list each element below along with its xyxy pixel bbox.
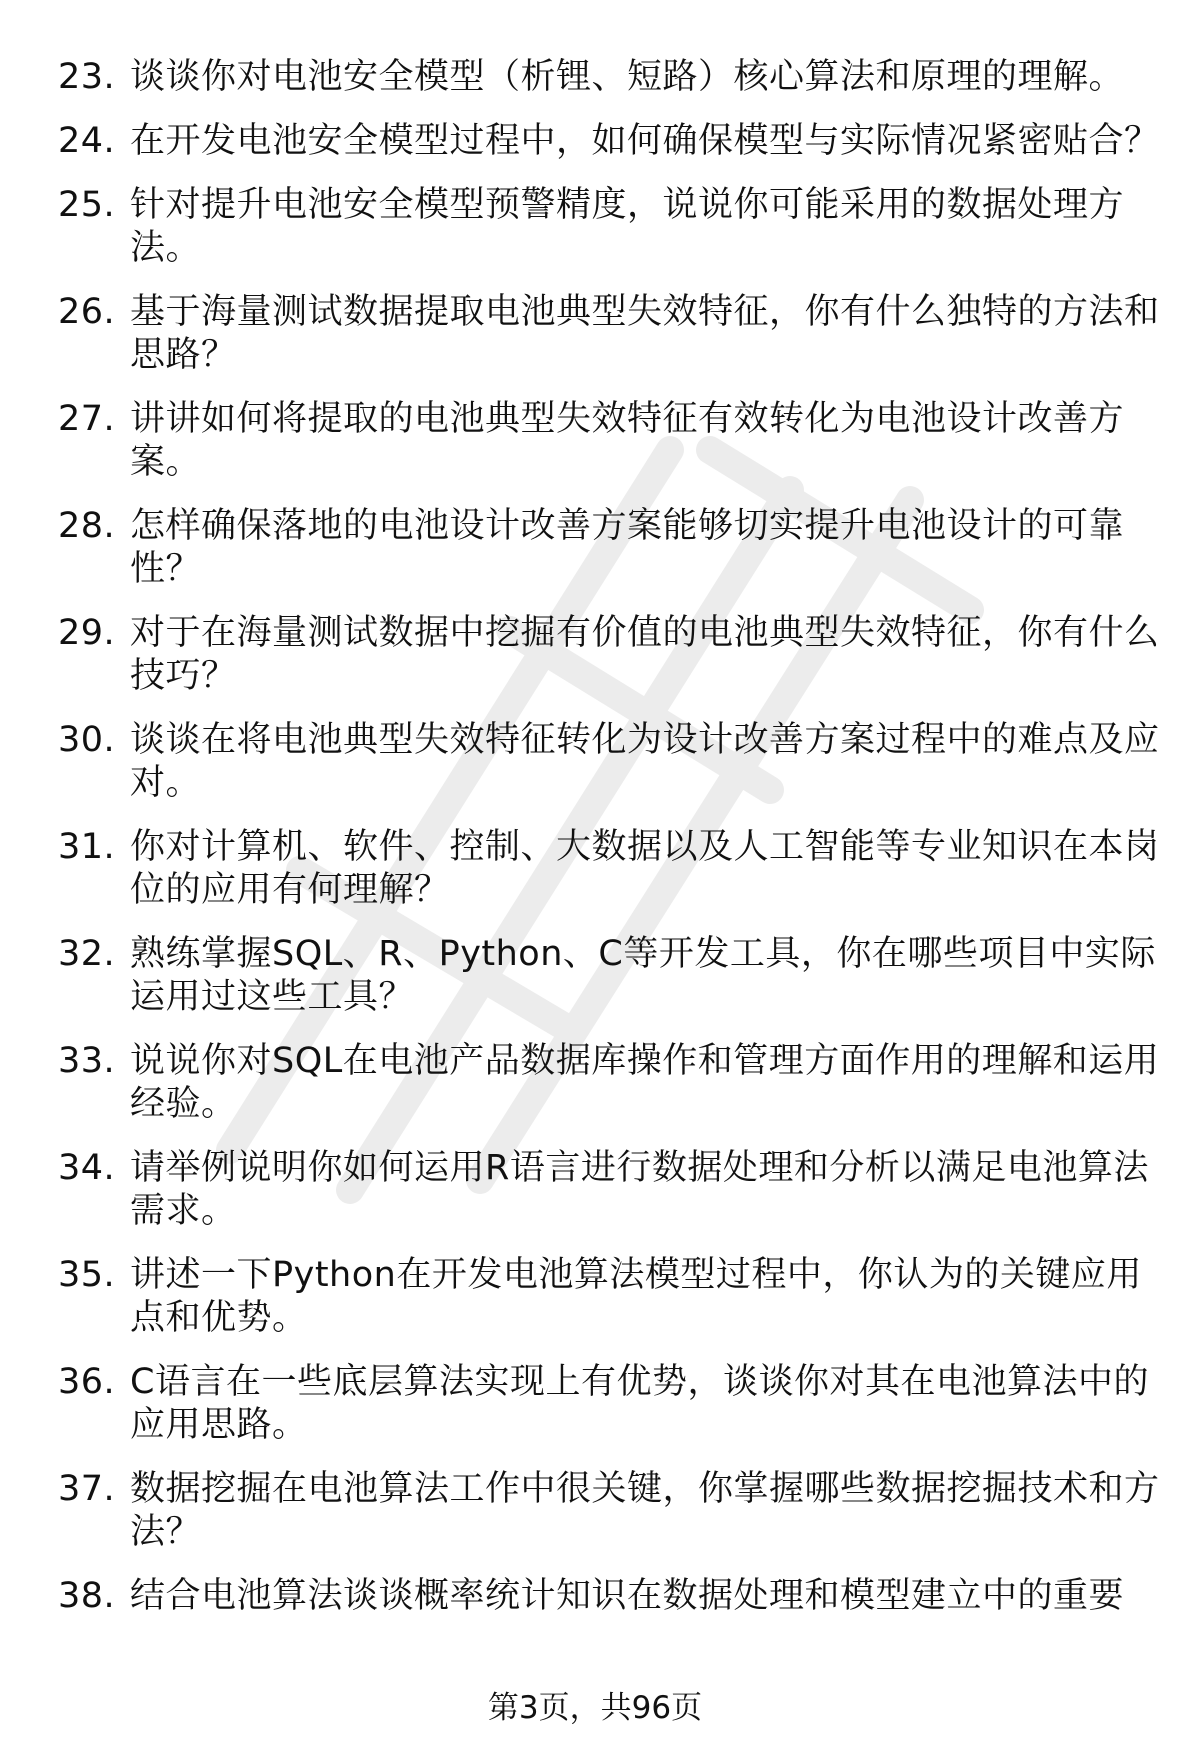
list-item xyxy=(58,398,1168,484)
list-item xyxy=(58,1254,1168,1340)
list-item xyxy=(58,826,1168,912)
question-number: 38. xyxy=(58,1576,116,1616)
list-item xyxy=(58,1575,1168,1618)
question-text: 讲讲如何将提取的电池典型失效特征有效转化为电池设计改善方案。 xyxy=(130,399,1125,482)
question-number: 26. xyxy=(58,292,116,332)
question-number: 36. xyxy=(58,1362,116,1402)
question-text: 请举例说明你如何运用R语言进行数据处理和分析以满足电池算法需求。 xyxy=(130,1148,1149,1231)
question-number: 34. xyxy=(58,1148,116,1188)
question-text: 谈谈你对电池安全模型（析锂、短路）核心算法和原理的理解。 xyxy=(130,57,1125,97)
question-text: C语言在一些底层算法实现上有优势，谈谈你对其在电池算法中的应用思路。 xyxy=(130,1362,1149,1445)
question-text: 对于在海量测试数据中挖掘有价值的电池典型失效特征，你有什么技巧？ xyxy=(130,613,1160,696)
question-number: 28. xyxy=(58,506,116,546)
question-text: 你对计算机、软件、控制、大数据以及人工智能等专业知识在本岗位的应用有何理解？ xyxy=(130,827,1160,910)
question-number: 35. xyxy=(58,1255,116,1295)
question-number: 27. xyxy=(58,399,116,439)
list-item xyxy=(58,1147,1168,1233)
question-text: 讲述一下Python在开发电池算法模型过程中，你认为的关键应用点和优势。 xyxy=(130,1255,1142,1338)
list-item xyxy=(58,184,1168,270)
page-number: 第3页，共96页 xyxy=(487,1690,703,1726)
list-item xyxy=(58,1361,1168,1447)
question-text: 结合电池算法谈谈概率统计知识在数据处理和模型建立中的重要 xyxy=(130,1576,1125,1616)
list-item xyxy=(58,291,1168,377)
list-item xyxy=(58,1468,1168,1554)
question-text: 针对提升电池安全模型预警精度，说说你可能采用的数据处理方法。 xyxy=(130,185,1125,268)
list-item xyxy=(58,933,1168,1019)
question-number: 33. xyxy=(58,1041,116,1081)
question-number: 23. xyxy=(58,57,116,97)
list-item xyxy=(58,1040,1168,1126)
list-item xyxy=(58,612,1168,698)
question-number: 29. xyxy=(58,613,116,653)
question-text: 在开发电池安全模型过程中，如何确保模型与实际情况紧密贴合？ xyxy=(130,121,1160,161)
list-item xyxy=(58,719,1168,805)
question-number: 31. xyxy=(58,827,116,867)
question-text: 数据挖掘在电池算法工作中很关键，你掌握哪些数据挖掘技术和方法？ xyxy=(130,1469,1160,1552)
list-item xyxy=(58,505,1168,591)
question-number: 24. xyxy=(58,121,116,161)
question-list xyxy=(58,56,1168,1639)
question-text: 说说你对SQL在电池产品数据库操作和管理方面作用的理解和运用经验。 xyxy=(130,1041,1160,1124)
question-text: 熟练掌握SQL、R、Python、C等开发工具，你在哪些项目中实际运用过这些工具？ xyxy=(130,934,1156,1017)
question-number: 37. xyxy=(58,1469,116,1509)
question-text: 基于海量测试数据提取电池典型失效特征，你有什么独特的方法和思路？ xyxy=(130,292,1160,375)
question-number: 25. xyxy=(58,185,116,225)
question-text: 谈谈在将电池典型失效特征转化为设计改善方案过程中的难点及应对。 xyxy=(130,720,1160,803)
question-text: 怎样确保落地的电池设计改善方案能够切实提升电池设计的可靠性？ xyxy=(130,506,1125,589)
list-item xyxy=(58,120,1168,163)
list-item xyxy=(58,56,1168,99)
question-number: 30. xyxy=(58,720,116,760)
question-number: 32. xyxy=(58,934,116,974)
